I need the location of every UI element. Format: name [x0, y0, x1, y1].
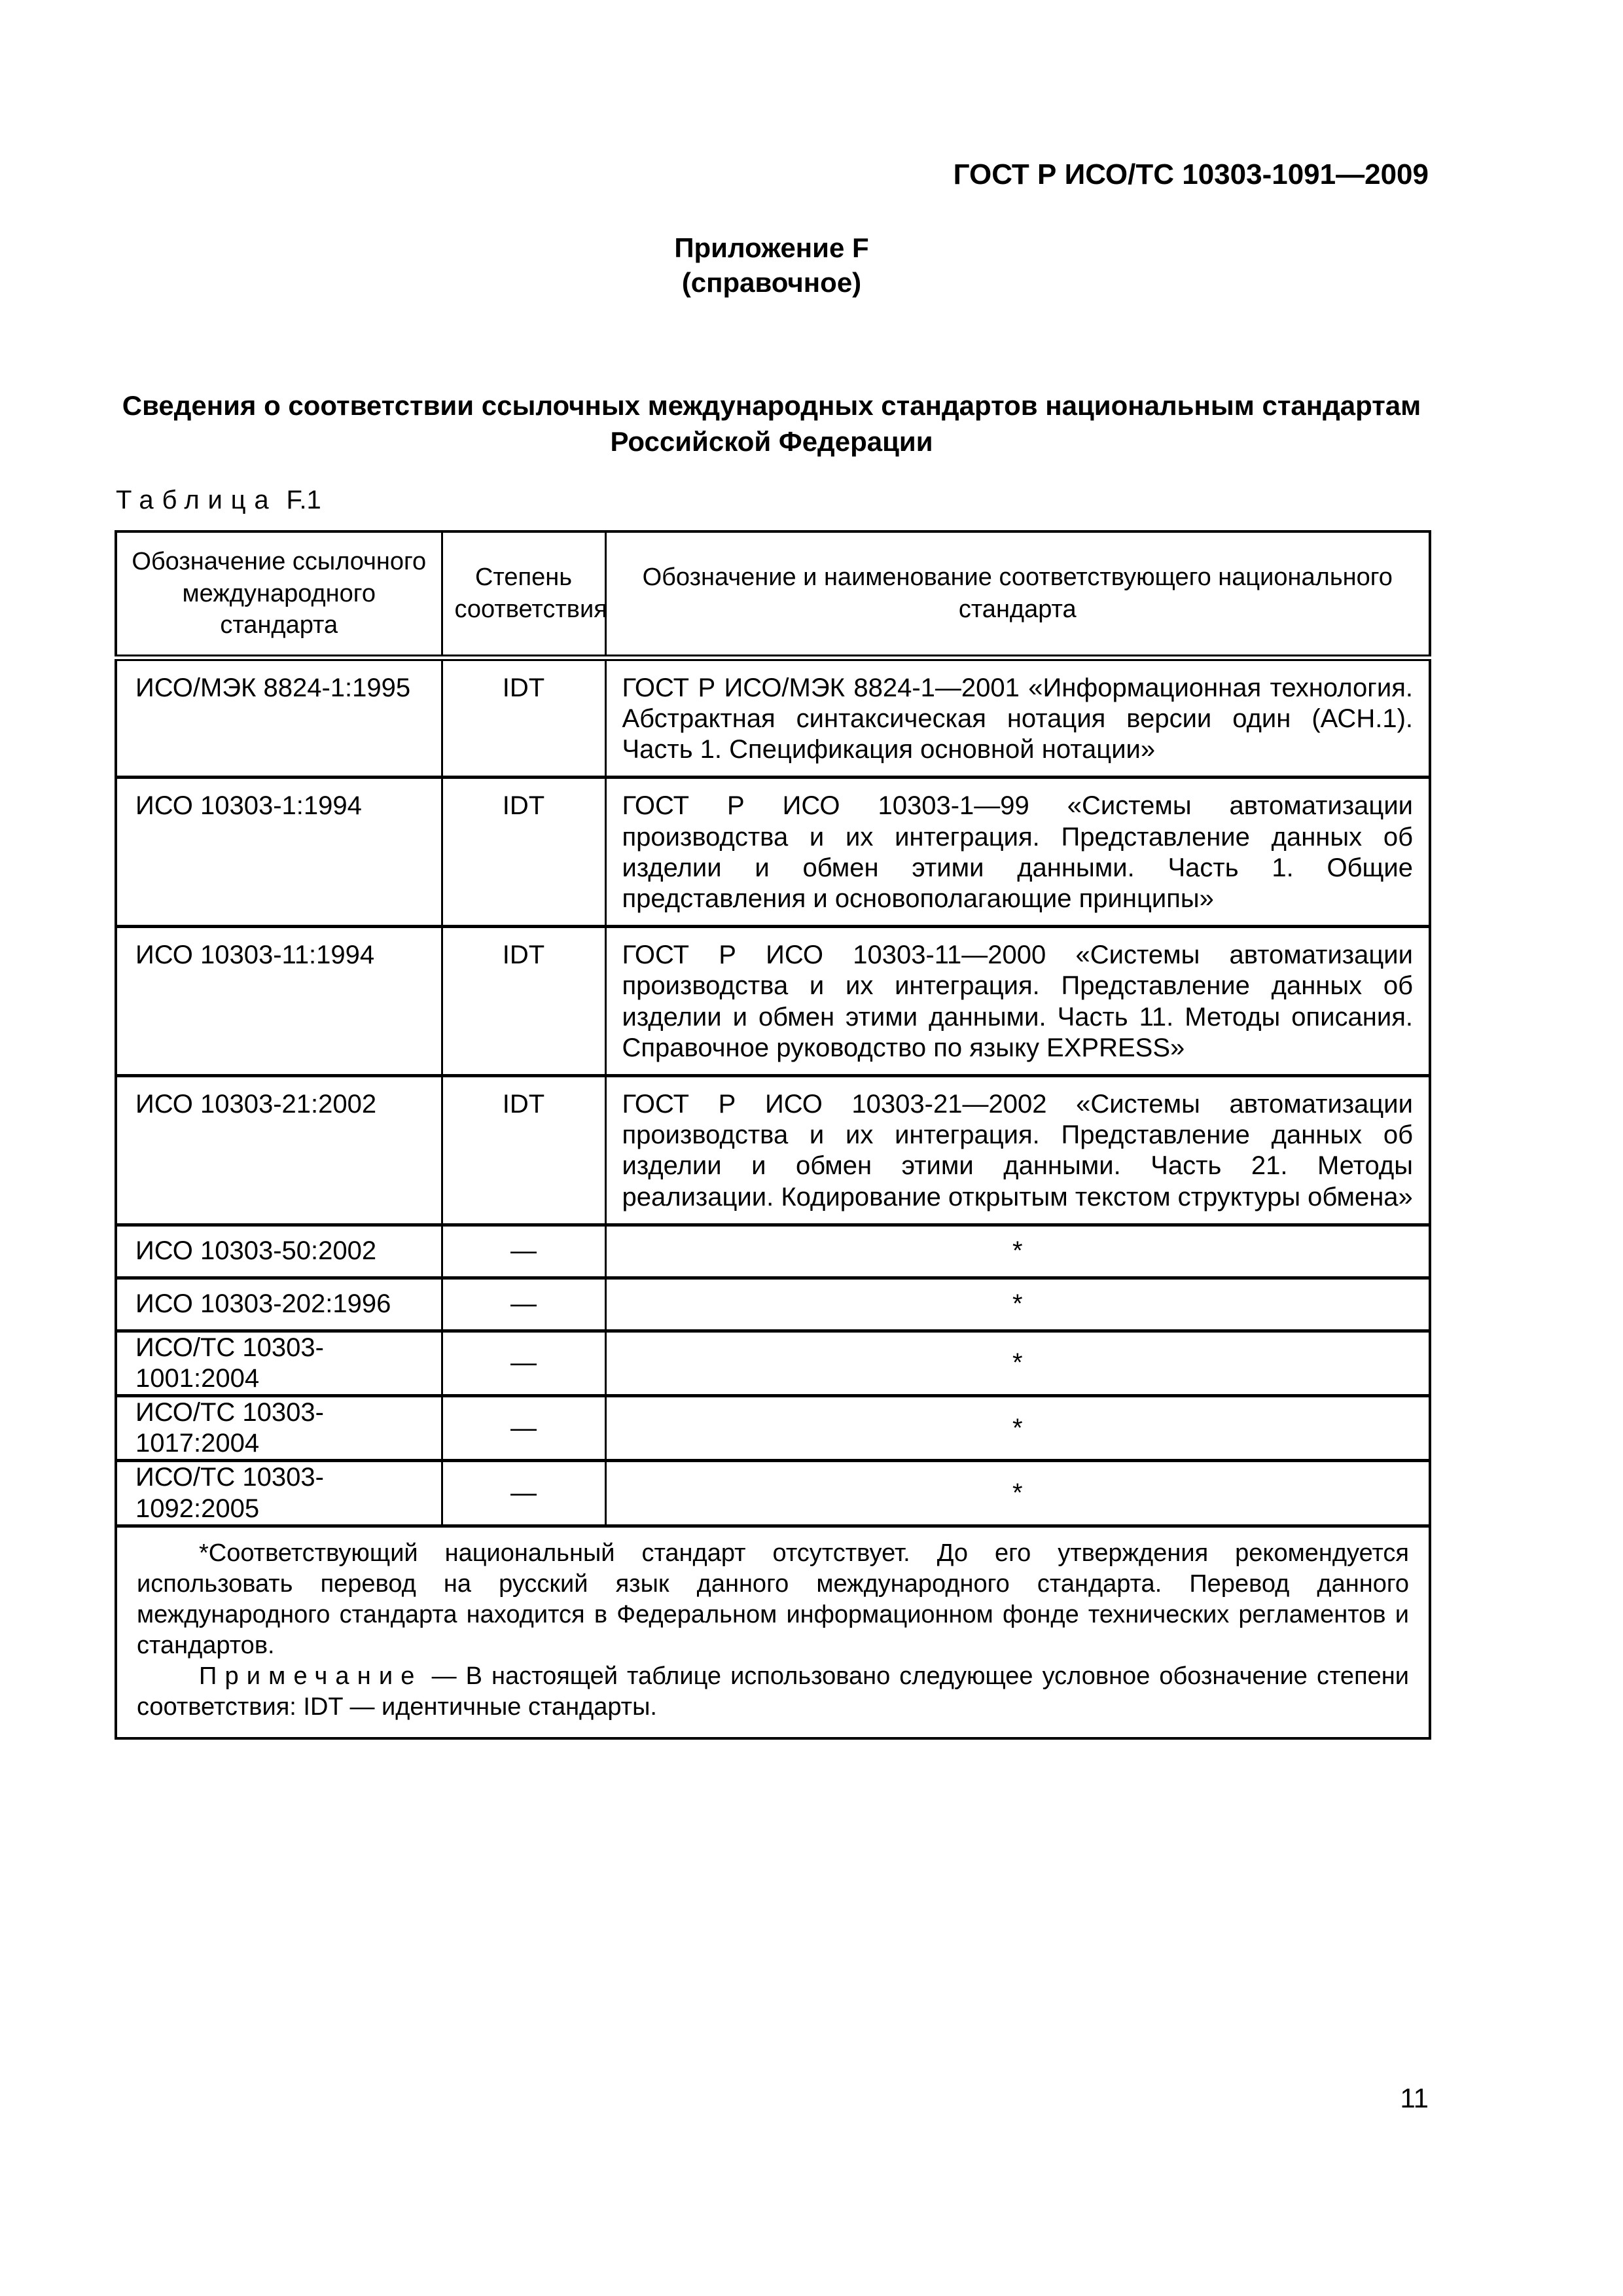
- note-text: — В настоящей таблице использовано следующее условное обозначение степени соответствия: IDT — идентичные стандарты.: [137, 1662, 1409, 1721]
- national-standard-cell: ГОСТ Р ИСО 10303-11—2000 «Системы автоматизации производства и их интеграция. Представление данных об изделии и обмен этими данными. Часть 11. Методы описания. Справочное руководство по языку EXPRESS»: [605, 927, 1430, 1076]
- column-header-degree: Степень соответствия: [442, 531, 605, 658]
- degree-cell: —: [442, 1396, 605, 1461]
- degree-cell: —: [442, 1461, 605, 1526]
- ref-standard-cell: ИСО 10303-21:2002: [116, 1075, 442, 1225]
- section-title-line2: Российской Федерации: [610, 426, 933, 457]
- section-title: [115, 387, 1429, 459]
- page-number: 11: [1400, 2083, 1429, 2113]
- table-row: [116, 658, 1430, 778]
- ref-standard-cell: ИСО/МЭК 8824-1:1995: [116, 658, 442, 778]
- table-note: [137, 1661, 1409, 1723]
- degree-cell: IDT: [442, 1075, 605, 1225]
- national-standard-cell: *: [605, 1331, 1430, 1395]
- table-row: [116, 1396, 1430, 1461]
- table-footnote-cell: [116, 1526, 1430, 1738]
- degree-cell: IDT: [442, 778, 605, 927]
- table-caption-word: Таблица: [116, 486, 277, 514]
- national-standard-cell: *: [605, 1225, 1430, 1278]
- ref-standard-cell: ИСО/ТС 10303-1001:2004: [116, 1331, 442, 1395]
- table-row: [116, 1075, 1430, 1225]
- ref-standard-cell: ИСО 10303-202:1996: [116, 1278, 442, 1331]
- ref-standard-cell: ИСО/ТС 10303-1092:2005: [116, 1461, 442, 1526]
- degree-cell: IDT: [442, 658, 605, 778]
- ref-standard-cell: ИСО 10303-50:2002: [116, 1225, 442, 1278]
- table-header-row: [116, 531, 1430, 658]
- section-title-line1: Сведения о соответствии ссылочных международных стандартов национальным стандартам: [122, 390, 1421, 421]
- doc-code: ГОСТ Р ИСО/ТС 10303-1091—2009: [953, 158, 1429, 190]
- national-standard-cell: *: [605, 1396, 1430, 1461]
- table-row: [116, 1461, 1430, 1526]
- national-standard-cell: *: [605, 1461, 1430, 1526]
- column-header-national: Обозначение и наименование соответствующего национального стандарта: [605, 531, 1430, 658]
- ref-standard-cell: ИСО 10303-1:1994: [116, 778, 442, 927]
- degree-cell: —: [442, 1278, 605, 1331]
- table-row: [116, 1331, 1430, 1395]
- table-row: [116, 927, 1430, 1076]
- national-standard-cell: *: [605, 1278, 1430, 1331]
- appendix-heading: [115, 230, 1429, 300]
- table-footer-row: [116, 1526, 1430, 1738]
- table-caption: [116, 486, 321, 515]
- appendix-label: Приложение F: [674, 232, 869, 263]
- national-standard-cell: ГОСТ Р ИСО 10303-1—99 «Системы автоматизации производства и их интеграция. Представление данных об изделии и обмен этими данными. Часть 1. Общие представления и основополагающие принципы»: [605, 778, 1430, 927]
- correspondence-table: [115, 530, 1431, 1740]
- table-row: [116, 1278, 1430, 1331]
- table-caption-number: F.1: [286, 486, 321, 514]
- ref-standard-cell: ИСО/ТС 10303-1017:2004: [116, 1396, 442, 1461]
- national-standard-cell: ГОСТ Р ИСО/МЭК 8824-1—2001 «Информационная технология. Абстрактная синтаксическая нотация версии один (АСН.1). Часть 1. Спецификация основной нотации»: [605, 658, 1430, 778]
- ref-standard-cell: ИСО 10303-11:1994: [116, 927, 442, 1076]
- degree-cell: —: [442, 1225, 605, 1278]
- table-row: [116, 778, 1430, 927]
- table-row: [116, 1225, 1430, 1278]
- table-footnote: *Соответствующий национальный стандарт отсутствует. До его утверждения рекомендуется использовать перевод на русский язык данного международного стандарта. Перевод данного международного стандарта находится в Федеральном информационном фонде технических регламентов и стандартов.: [137, 1539, 1409, 1659]
- degree-cell: IDT: [442, 927, 605, 1076]
- appendix-type: (справочное): [681, 267, 862, 298]
- column-header-reference: Обозначение ссылочного международного стандарта: [116, 531, 442, 658]
- degree-cell: —: [442, 1331, 605, 1395]
- note-label: Примечание: [199, 1662, 423, 1690]
- national-standard-cell: ГОСТ Р ИСО 10303-21—2002 «Системы автоматизации производства и их интеграция. Представление данных об изделии и обмен этими данными. Часть 21. Методы реализации. Кодирование открытым текстом структуры обмена»: [605, 1075, 1430, 1225]
